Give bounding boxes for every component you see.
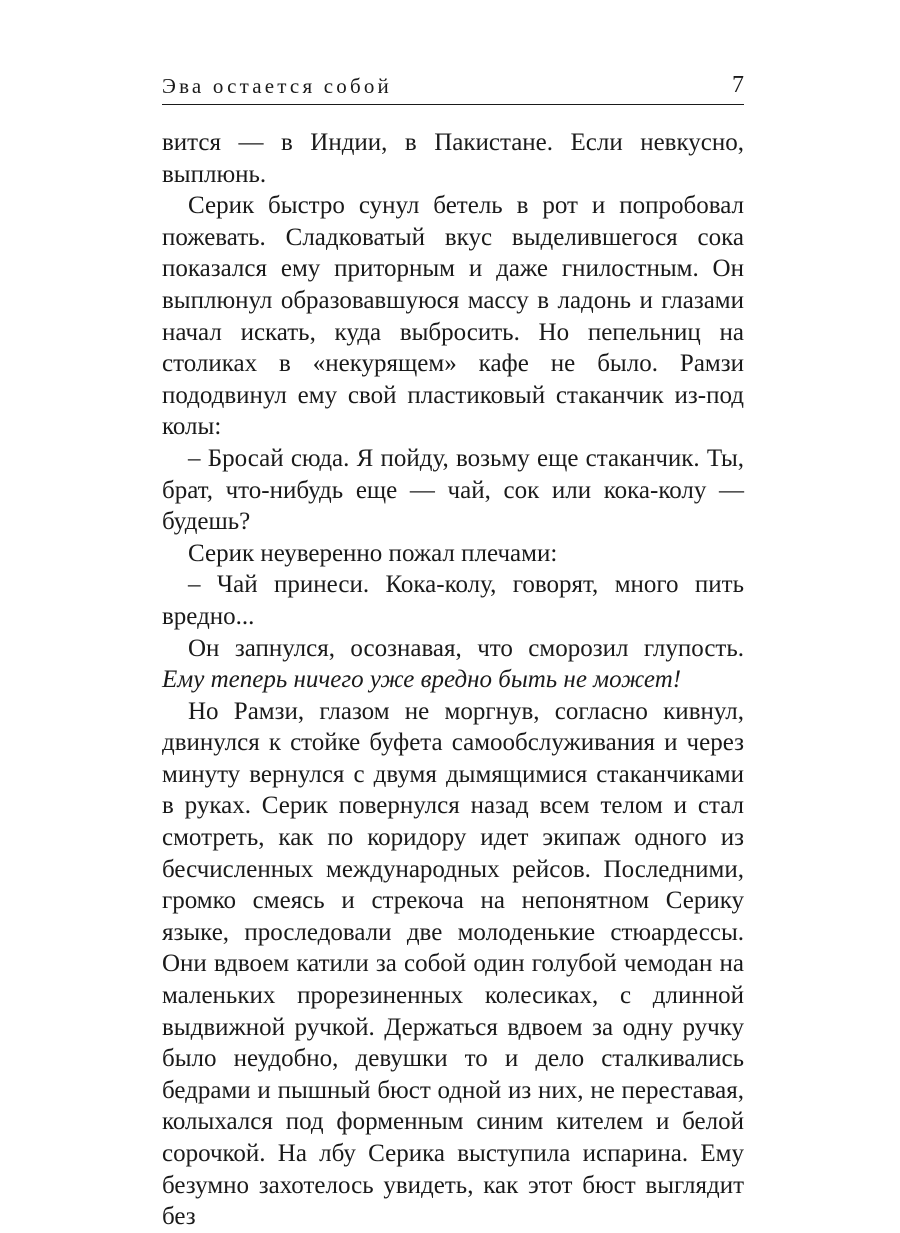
paragraph-1: вится — в Индии, в Пакистане. Если невкусно, выплюнь. xyxy=(162,129,744,188)
body-text xyxy=(162,127,744,1233)
paragraph-6 xyxy=(162,633,744,696)
paragraph-4: Серик неуверенно пожал плечами: xyxy=(188,539,558,567)
page-number: 7 xyxy=(732,72,744,98)
paragraph-6-text: Он запнулся, осознавая, что сморозил глупость. xyxy=(188,634,744,662)
running-title: Эва остается собой xyxy=(162,74,392,98)
italic-thought: Ему теперь ничего уже вредно быть не может! xyxy=(162,666,682,694)
running-header xyxy=(162,70,744,105)
paragraph-7: Но Рамзи, глазом не моргнув, согласно кивнул, двинулся к стойке буфета самообслуживания и через минуту вернулся с двумя дымящимися стаканчиками в руках. Серик повернулся назад всем телом и стал смотреть, как по коридору идет экипаж одного из бесчисленных международных рейсов. Последними, громко смеясь и стрекоча на непонятном Серику языке, проследовали две молоденькие стюардессы. Они вдвоем катили за собой один голубой чемодан на маленьких прорезиненных колесиках, с длинной выдвижной ручкой. Держаться вдвоем за одну ручку было неудобно, девушки то и дело сталкивались бедрами и пышный бюст одной из них, не переставая, колыхался под форменным синим кителем и белой сорочкой. На лбу Серика выступила испарина. Ему безумно захотелось увидеть, как этот бюст выглядит без xyxy=(162,697,744,1231)
paragraph-5: – Чай принеси. Кока-колу, говорят, много пить вредно... xyxy=(162,571,744,630)
paragraph-3: – Бросай сюда. Я пойду, возьму еще стаканчик. Ты, брат, что-нибудь еще — чай, сок или кока-колу — будешь? xyxy=(162,444,744,536)
paragraph-2: Серик быстро сунул бетель в рот и попробовал пожевать. Сладковатый вкус выделившегося сока показался ему приторным и даже гнилостным. Он выплюнул образовавшуюся массу в ладонь и глазами начал искать, куда выбросить. Но пепельниц на столиках в «некурящем» кафе не было. Рамзи пододвинул ему свой пластиковый стаканчик из-под колы: xyxy=(162,192,744,441)
